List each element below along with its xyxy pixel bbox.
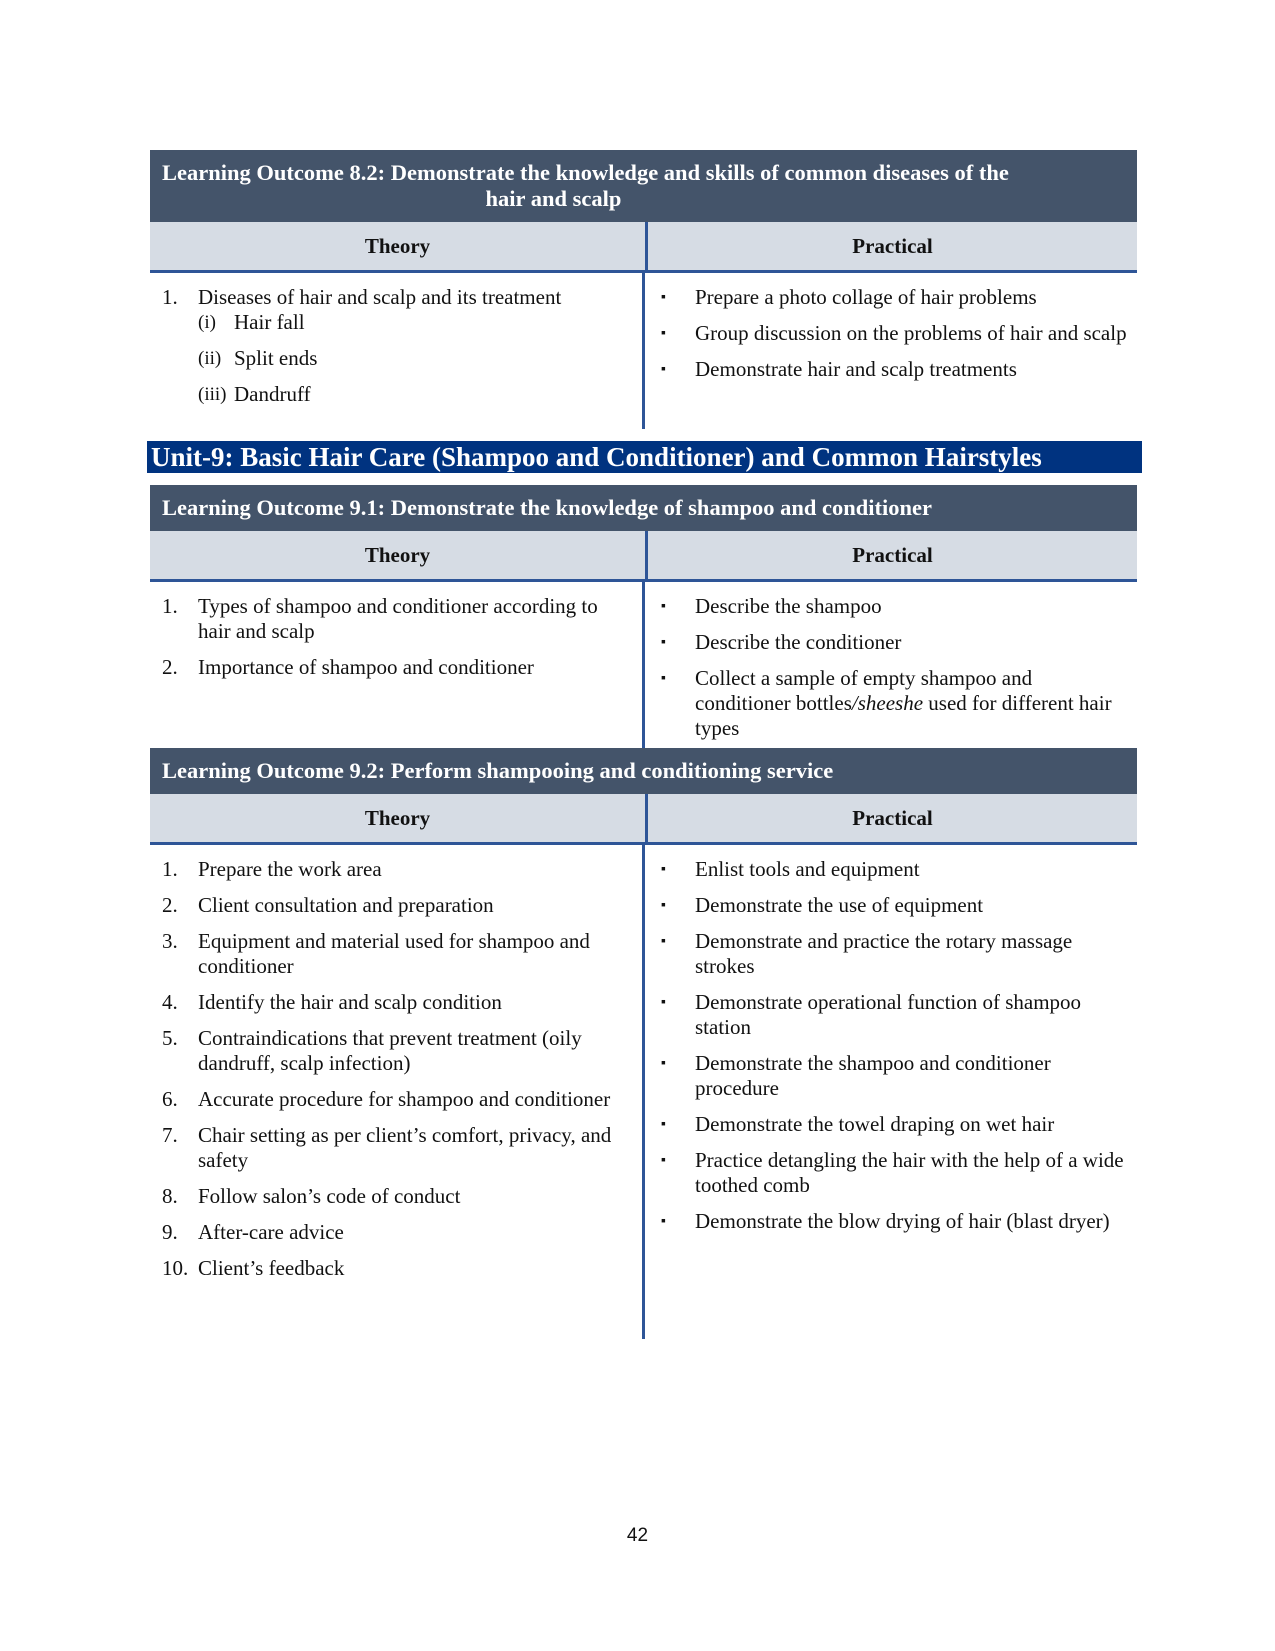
sub-list-item [198,310,630,335]
bullet-text: Describe the conditioner [695,630,902,654]
list-number: 8. [162,1184,178,1208]
list-text: Diseases of hair and scalp and its treatment [198,285,562,309]
list-text: Contraindications that prevent treatment (oily dandruff, scalp infection) [198,1026,582,1075]
list-item [162,929,630,979]
list-text: Types of shampoo and conditioner according to hair and scalp [198,594,598,643]
list-item [162,1026,630,1076]
list-number: 3. [162,929,178,953]
bullet-text: Prepare a photo collage of hair problems [695,285,1037,309]
lo-9-2-column-headers [150,794,1137,845]
page-number: 42 [626,1525,649,1546]
bullet-item [659,357,1127,382]
list-text: Identify the hair and scalp condition [198,990,502,1014]
practical-column [645,845,1137,1339]
list-text: Equipment and material used for shampoo and conditioner [198,929,590,978]
bullet-item [659,929,1127,979]
sub-list-text: Split ends [234,346,318,370]
list-text: After-care advice [198,1220,344,1244]
bullet-icon: ▪ [661,635,666,650]
practical-header: Practical [852,543,933,567]
bullet-icon: ▪ [661,362,666,377]
sub-list-number: (i) [198,312,216,333]
bullet-icon: ▪ [661,671,666,686]
theory-header: Theory [150,794,648,842]
list-number: 5. [162,1026,178,1050]
theory-column [150,845,645,1339]
list-text: Chair setting as per client’s comfort, privacy, and safety [198,1123,612,1172]
list-number: 2. [162,655,178,679]
sub-list-text: Dandruff [234,382,311,406]
lo-8-2-title-line2: hair and scalp [485,186,622,211]
bullet-item [659,893,1127,918]
practical-header: Practical [852,806,933,830]
unit-9-heading: Unit-9: Basic Hair Care (Shampoo and Conditioner) and Common Hairstyles [147,441,1142,473]
bullet-item [659,1112,1127,1137]
bullet-icon: ▪ [661,934,666,949]
list-text: Importance of shampoo and conditioner [198,655,534,679]
bullet-item [659,321,1127,346]
list-item [162,1256,630,1281]
bullet-text: Demonstrate the blow drying of hair (blast dryer) [695,1209,1110,1233]
lo-8-2-table [150,150,1137,429]
lo-9-1-column-headers [150,531,1137,582]
document-page [150,150,1137,1339]
list-item [162,285,630,407]
list-item [162,893,630,918]
list-item [162,594,630,644]
lo-8-2-body [150,273,1137,429]
lo-9-2-table [150,748,1137,1339]
bullet-text: Demonstrate the towel draping on wet hair [695,1112,1055,1136]
sub-list-item [198,346,630,371]
bullet-item [659,594,1127,619]
bullet-icon: ▪ [661,326,666,341]
practical-column [645,273,1137,429]
lo-9-1-title: Learning Outcome 9.1: Demonstrate the knowledge of shampoo and conditioner [150,485,1137,531]
bullet-text: Demonstrate the use of equipment [695,893,984,917]
list-item [162,1184,630,1209]
theory-header: Theory [150,222,648,270]
sub-list-text: Hair fall [234,310,305,334]
list-item [162,990,630,1015]
practical-column [645,582,1137,748]
list-number: 6. [162,1087,178,1111]
bullet-item [659,857,1127,882]
bullet-text: Group discussion on the problems of hair and scalp [695,321,1127,345]
bullet-text: Collect a sample of empty shampoo and conditioner bottles [695,666,1033,715]
list-number: 1. [162,594,178,618]
bullet-icon: ▪ [661,862,666,877]
bullet-text: Demonstrate hair and scalp treatments [695,357,1017,381]
bullet-item [659,285,1127,310]
bullet-text: Enlist tools and equipment [695,857,920,881]
lo-9-1-body [150,582,1137,748]
bullet-icon: ▪ [661,599,666,614]
theory-header: Theory [150,531,648,579]
bullet-item [659,630,1127,655]
bullet-icon: ▪ [661,1056,666,1071]
list-text: Client consultation and preparation [198,893,494,917]
bullet-text: used for different hair types [695,691,1112,740]
list-item [162,1087,630,1112]
bullet-icon: ▪ [661,1214,666,1229]
bullet-icon: ▪ [661,1153,666,1168]
list-number: 4. [162,990,178,1014]
bullet-text-italic: /sheeshe [851,691,924,715]
bullet-item [659,666,1127,741]
list-item [162,1220,630,1245]
bullet-text: Demonstrate and practice the rotary massage strokes [695,929,1073,978]
list-item [162,655,630,680]
bullet-text: Describe the shampoo [695,594,882,618]
lo-9-1-table [150,485,1137,748]
bullet-text: Practice detangling the hair with the help of a wide toothed comb [695,1148,1124,1197]
lo-9-2-body [150,845,1137,1339]
list-number: 10. [162,1256,189,1280]
bullet-icon: ▪ [661,1117,666,1132]
bullet-item [659,990,1127,1040]
sub-list-number: (iii) [198,384,227,405]
sub-list-number: (ii) [198,348,222,369]
sub-list-item [198,382,630,407]
practical-header: Practical [852,234,933,258]
bullet-icon: ▪ [661,290,666,305]
list-text: Client’s feedback [198,1256,345,1280]
list-text: Accurate procedure for shampoo and conditioner [198,1087,611,1111]
list-text: Follow salon’s code of conduct [198,1184,461,1208]
list-number: 1. [162,285,178,309]
lo-9-2-title: Learning Outcome 9.2: Perform shampooing and conditioning service [150,748,1137,794]
list-number: 2. [162,893,178,917]
bullet-icon: ▪ [661,995,666,1010]
theory-column [150,582,645,748]
bullet-icon: ▪ [661,898,666,913]
list-text: Prepare the work area [198,857,382,881]
bullet-text: Demonstrate the shampoo and conditioner procedure [695,1051,1051,1100]
lo-8-2-title-line1: Learning Outcome 8.2: Demonstrate the knowledge and skills of common diseases of the [162,160,1009,185]
bullet-text: Demonstrate operational function of shampoo station [695,990,1082,1039]
lo-8-2-title [150,150,1137,222]
bullet-item [659,1051,1127,1101]
list-item [162,857,630,882]
bullet-item [659,1209,1127,1234]
bullet-item [659,1148,1127,1198]
list-number: 1. [162,857,178,881]
list-item [162,1123,630,1173]
list-number: 9. [162,1220,178,1244]
lo-8-2-column-headers [150,222,1137,273]
theory-column [150,273,645,429]
list-number: 7. [162,1123,178,1147]
